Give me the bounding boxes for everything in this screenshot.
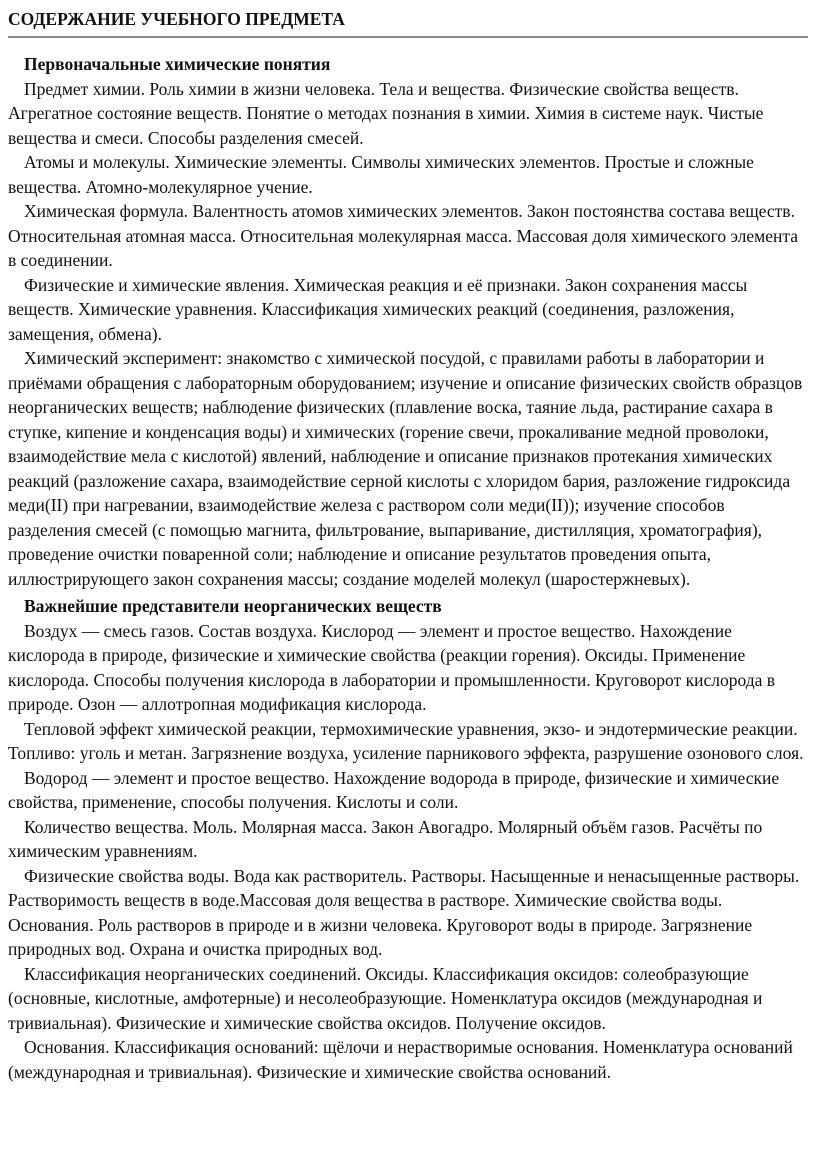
paragraph: Тепловой эффект химической реакции, термохимические уравнения, экзо- и эндотермические реакции. Топливо: уголь и метан. Загрязнение воздуха, усиление парникового эффекта, разрушение озонового слоя. — [8, 718, 804, 763]
paragraph: Классификация неорганических соединений. Оксиды. Классификация оксидов: солеобразующие (основные, кислотные, амфотерные) и несолеобразующие. Номенклатура оксидов (международная и тривиальная). Физические и химические свойства оксидов. Получение оксидов. — [8, 963, 763, 1033]
paragraph: Химическая формула. Валентность атомов химических элементов. Закон постоянства состава веществ. Относительная атомная масса. Относительная молекулярная масса. Массовая доля химического элемента в соединении. — [8, 201, 798, 270]
document-title: СОДЕРЖАНИЕ УЧЕБНОГО ПРЕДМЕТА — [8, 9, 345, 29]
paragraph: Физические и химические явления. Химическая реакция и её признаки. Закон сохранения массы веществ. Химические уравнения. Классификация химических реакций (соединения, разложения, замещения, обмена). — [8, 274, 748, 344]
section-heading: Первоначальные химические понятия — [24, 54, 331, 74]
paragraph: Количество вещества. Моль. Молярная масса. Закон Авогадро. Молярный объём газов. Расчёты по химическим уравнениям. — [8, 816, 763, 861]
paragraph: Химический эксперимент: знакомство с химической посудой, с правилами работы в лаборатории и приёмами обращения с лабораторным оборудованием; изучение и описание физических свойств образцов неорганических веществ; наблюдение физических (плавление воска, таяние льда, растирание сахара в ступке, кипение и конденсация воды) и химических (горение свечи, прокаливание медной проволоки, взаимодействие мела с кислотой) явлений, наблюдение и описание признаков протекания химических реакций (разложение сахара, взаимодействие серной кислоты с хлоридом бария, разложение гидроксида меди(II) при нагревании, взаимодействие железа с раствором соли меди(II)); изучение способов разделения смесей (с помощью магнита, фильтрование, выпаривание, дистилляция, хроматография), проведение очистки поваренной соли; наблюдение и описание результатов проведения опыта, иллюстрирующего закон сохранения массы; создание моделей молекул (шаростержневых). — [8, 348, 803, 589]
paragraph: Предмет химии. Роль химии в жизни человека. Тела и вещества. Физические свойства веществ. Агрегатное состояние веществ. Понятие о методах познания в химии. Химия в системе наук. Чистые вещества и смеси. Способы разделения смесей. — [8, 78, 764, 148]
paragraph: Физические свойства воды. Вода как растворитель. Растворы. Насыщенные и ненасыщенные растворы. Растворимость веществ в воде.Массовая доля вещества в растворе. Химические свойства воды. Основания. Роль растворов в природе и в жизни человека. Круговорот воды в природе. Загрязнение природных вод. Охрана и очистка природных вод. — [8, 865, 800, 959]
title-divider — [8, 36, 808, 38]
paragraph: Основания. Классификация оснований: щёлочи и нерастворимые основания. Номенклатура оснований (международная и тривиальная). Физические и химические свойства оснований. — [8, 1037, 793, 1082]
paragraph: Атомы и молекулы. Химические элементы. Символы химических элементов. Простые и сложные вещества. Атомно-молекулярное учение. — [8, 152, 754, 197]
paragraph: Воздух — смесь газов. Состав воздуха. Кислород — элемент и простое вещество. Нахождение кислорода в природе, физические и химические свойства (реакции горения). Оксиды. Применение кислорода. Способы получения кислорода в лаборатории и промышленности. Круговорот кислорода в природе. Озон — аллотропная модификация кислорода. — [8, 620, 776, 714]
section-heading: Важнейшие представители неорганических веществ — [24, 596, 442, 616]
paragraph: Водород — элемент и простое вещество. Нахождение водорода в природе, физические и химические свойства, применение, способы получения. Кислоты и соли. — [8, 767, 780, 812]
